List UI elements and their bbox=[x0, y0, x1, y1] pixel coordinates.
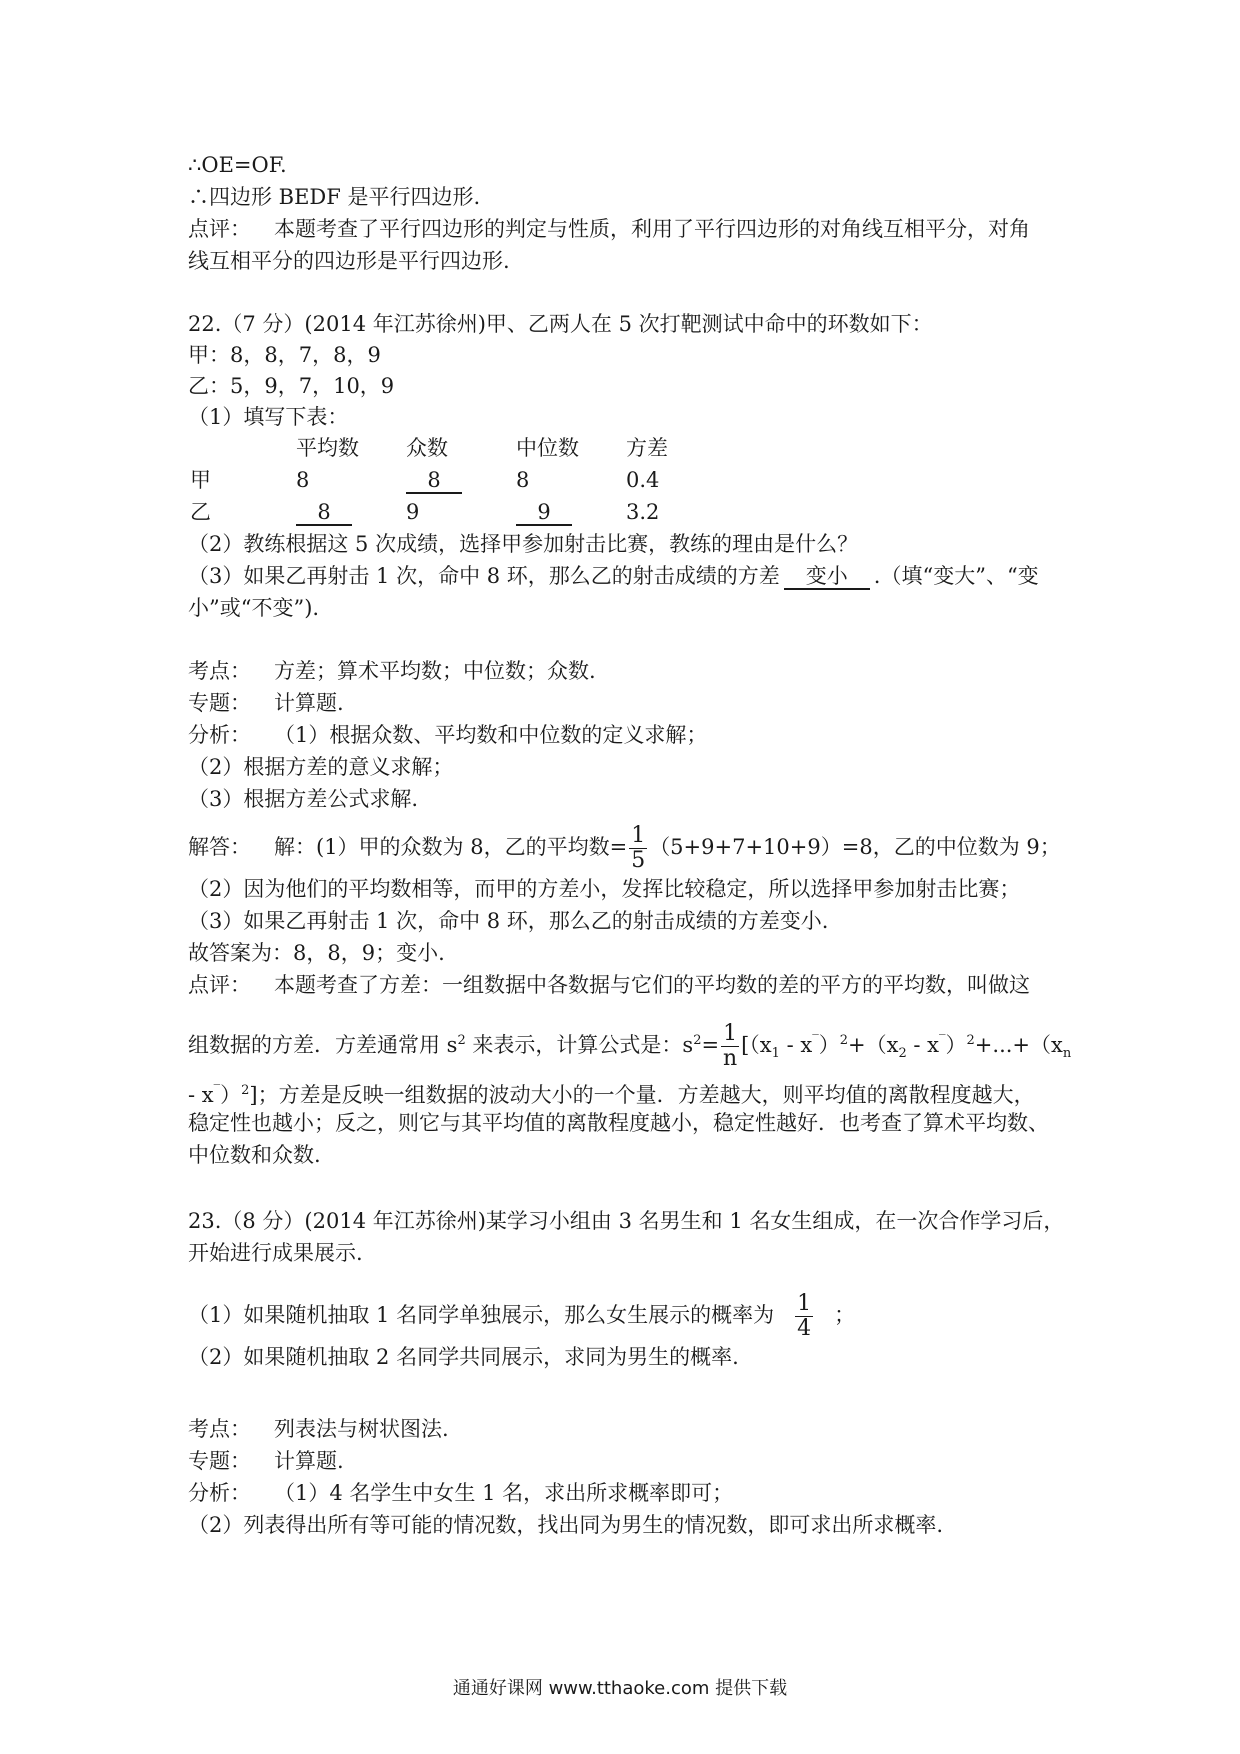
review-line bbox=[188, 214, 1030, 244]
zhuanti-line: 专题： 计算题. bbox=[188, 691, 344, 715]
jieda-line: 解答： 解：(1）甲的众数为 8，乙的平均数= $\frac{1}{5}$ （5+9+7+10+9）=8，乙的中位数为 9； bbox=[188, 823, 1061, 873]
fraction: $\frac{1}{5}$ bbox=[631, 823, 646, 873]
text-line: 小”或“不变”). bbox=[188, 596, 320, 620]
table-header: 平均数 bbox=[296, 436, 359, 460]
answer-blank bbox=[774, 1292, 834, 1341]
text-line: （2）教练根据这 5 次成绩，选择甲参加射击比赛，教练的理由是什么？ bbox=[188, 532, 859, 556]
text-line: （1）填写下表： bbox=[188, 405, 349, 429]
answer-line: 故答案为：8，8，9；变小. bbox=[188, 941, 445, 965]
kaodian-line: 考点： 方差；算术平均数；中位数；众数. bbox=[188, 659, 596, 683]
formula-line: 组数据的方差．方差通常用 $s^2$ 来表示，计算公式是：$s^2=$ $\frac{1}{n}$ [$(x_1 - x^‾)^2+(x_2 - x^‾)^2+...+(x_n$ bbox=[188, 1021, 1072, 1071]
text-line: （2）如果随机抽取 2 名同学共同展示，求同为男生的概率. bbox=[188, 1345, 739, 1369]
text-line: 稳定性也越小；反之，则它与其平均值的离散程度越小，稳定性越好．也考查了算术平均数、 bbox=[188, 1111, 1049, 1135]
fenxi-line: 分析： （1）根据众数、平均数和中位数的定义求解； bbox=[188, 723, 708, 747]
text-line: （2）列表得出所有等可能的情况数，找出同为男生的情况数，即可求出所求概率. bbox=[188, 1513, 944, 1537]
table-cell: 8 bbox=[516, 468, 530, 492]
text-line: ∴OE=OF. bbox=[188, 153, 287, 177]
question-22-title: 22.（7 分）(2014 年江苏徐州)甲、乙两人在 5 次打靶测试中命中的环数如下： bbox=[188, 312, 933, 336]
table-cell: 0.4 bbox=[626, 468, 660, 492]
footer-watermark: 通通好课网 www.tthaoke.com 提供下载 bbox=[452, 1678, 788, 1699]
fraction: $\frac{1}{n}$ bbox=[722, 1021, 738, 1071]
table-row-label: 甲 bbox=[190, 468, 211, 492]
dianping-line: 点评： 本题考查了方差：一组数据中各数据与它们的平均数的差的平方的平均数，叫做这 bbox=[188, 973, 1030, 997]
table-cell-filled: 9 bbox=[516, 497, 572, 527]
text-line: 甲：8，8，7，8，9 bbox=[188, 343, 381, 367]
answer-blank: 变小 bbox=[784, 564, 870, 590]
table-cell-filled: 8 bbox=[406, 465, 462, 495]
review-label: 点评： bbox=[188, 217, 251, 241]
text-line: - x‾）$^2$]；方差是反映一组数据的波动大小的一个量．方差越大，则平均值的离散程度越大， bbox=[188, 1083, 1035, 1107]
table-row-label: 乙 bbox=[190, 500, 211, 524]
text-line: ∴四边形 BEDF 是平行四边形. bbox=[188, 185, 481, 209]
fraction: $\frac{1}{4}$ bbox=[797, 1291, 812, 1341]
table-header: 中位数 bbox=[516, 436, 579, 460]
text-line: 开始进行成果展示. bbox=[188, 1241, 363, 1265]
text-line: 乙：5，9，7，10，9 bbox=[188, 374, 395, 398]
table-header: 方差 bbox=[626, 436, 668, 460]
text-line: （2）因为他们的平均数相等，而甲的方差小，发挥比较稳定，所以选择甲参加射击比赛； bbox=[188, 877, 1021, 901]
table-cell-filled: 8 bbox=[296, 497, 352, 527]
table-cell: 3.2 bbox=[626, 500, 660, 524]
text-line: （1）如果随机抽取 1 名同学单独展示，那么女生展示的概率为 $\frac{1}{4}$ ； bbox=[188, 1291, 856, 1341]
question-23-title: 23.（8 分）(2014 年江苏徐州)某学习小组由 3 名男生和 1 名女生组成，在一次合作学习后， bbox=[188, 1209, 1065, 1233]
table-header: 众数 bbox=[406, 436, 448, 460]
text-line: （3）如果乙再射击 1 次，命中 8 环，那么乙的射击成绩的方差变小. bbox=[188, 909, 829, 933]
review-text: 本题考查了平行四边形的判定与性质，利用了平行四边形的对角线互相平分，对角 bbox=[274, 217, 1030, 241]
text-line: （2）根据方差的意义求解； bbox=[188, 755, 454, 779]
table-cell: 9 bbox=[406, 500, 420, 524]
table-cell: 8 bbox=[296, 468, 310, 492]
text-line: （3）如果乙再射击 1 次，命中 8 环，那么乙的射击成绩的方差 变小 .（填“变大”、“变 bbox=[188, 564, 1039, 588]
text-line: 中位数和众数. bbox=[188, 1143, 321, 1167]
fenxi-line: 分析： （1）4 名学生中女生 1 名，求出所求概率即可； bbox=[188, 1481, 734, 1505]
zhuanti-line: 专题： 计算题. bbox=[188, 1449, 344, 1473]
kaodian-line: 考点： 列表法与树状图法. bbox=[188, 1417, 449, 1441]
text-line: （3）根据方差公式求解. bbox=[188, 787, 419, 811]
text-line: 线互相平分的四边形是平行四边形. bbox=[188, 249, 510, 273]
